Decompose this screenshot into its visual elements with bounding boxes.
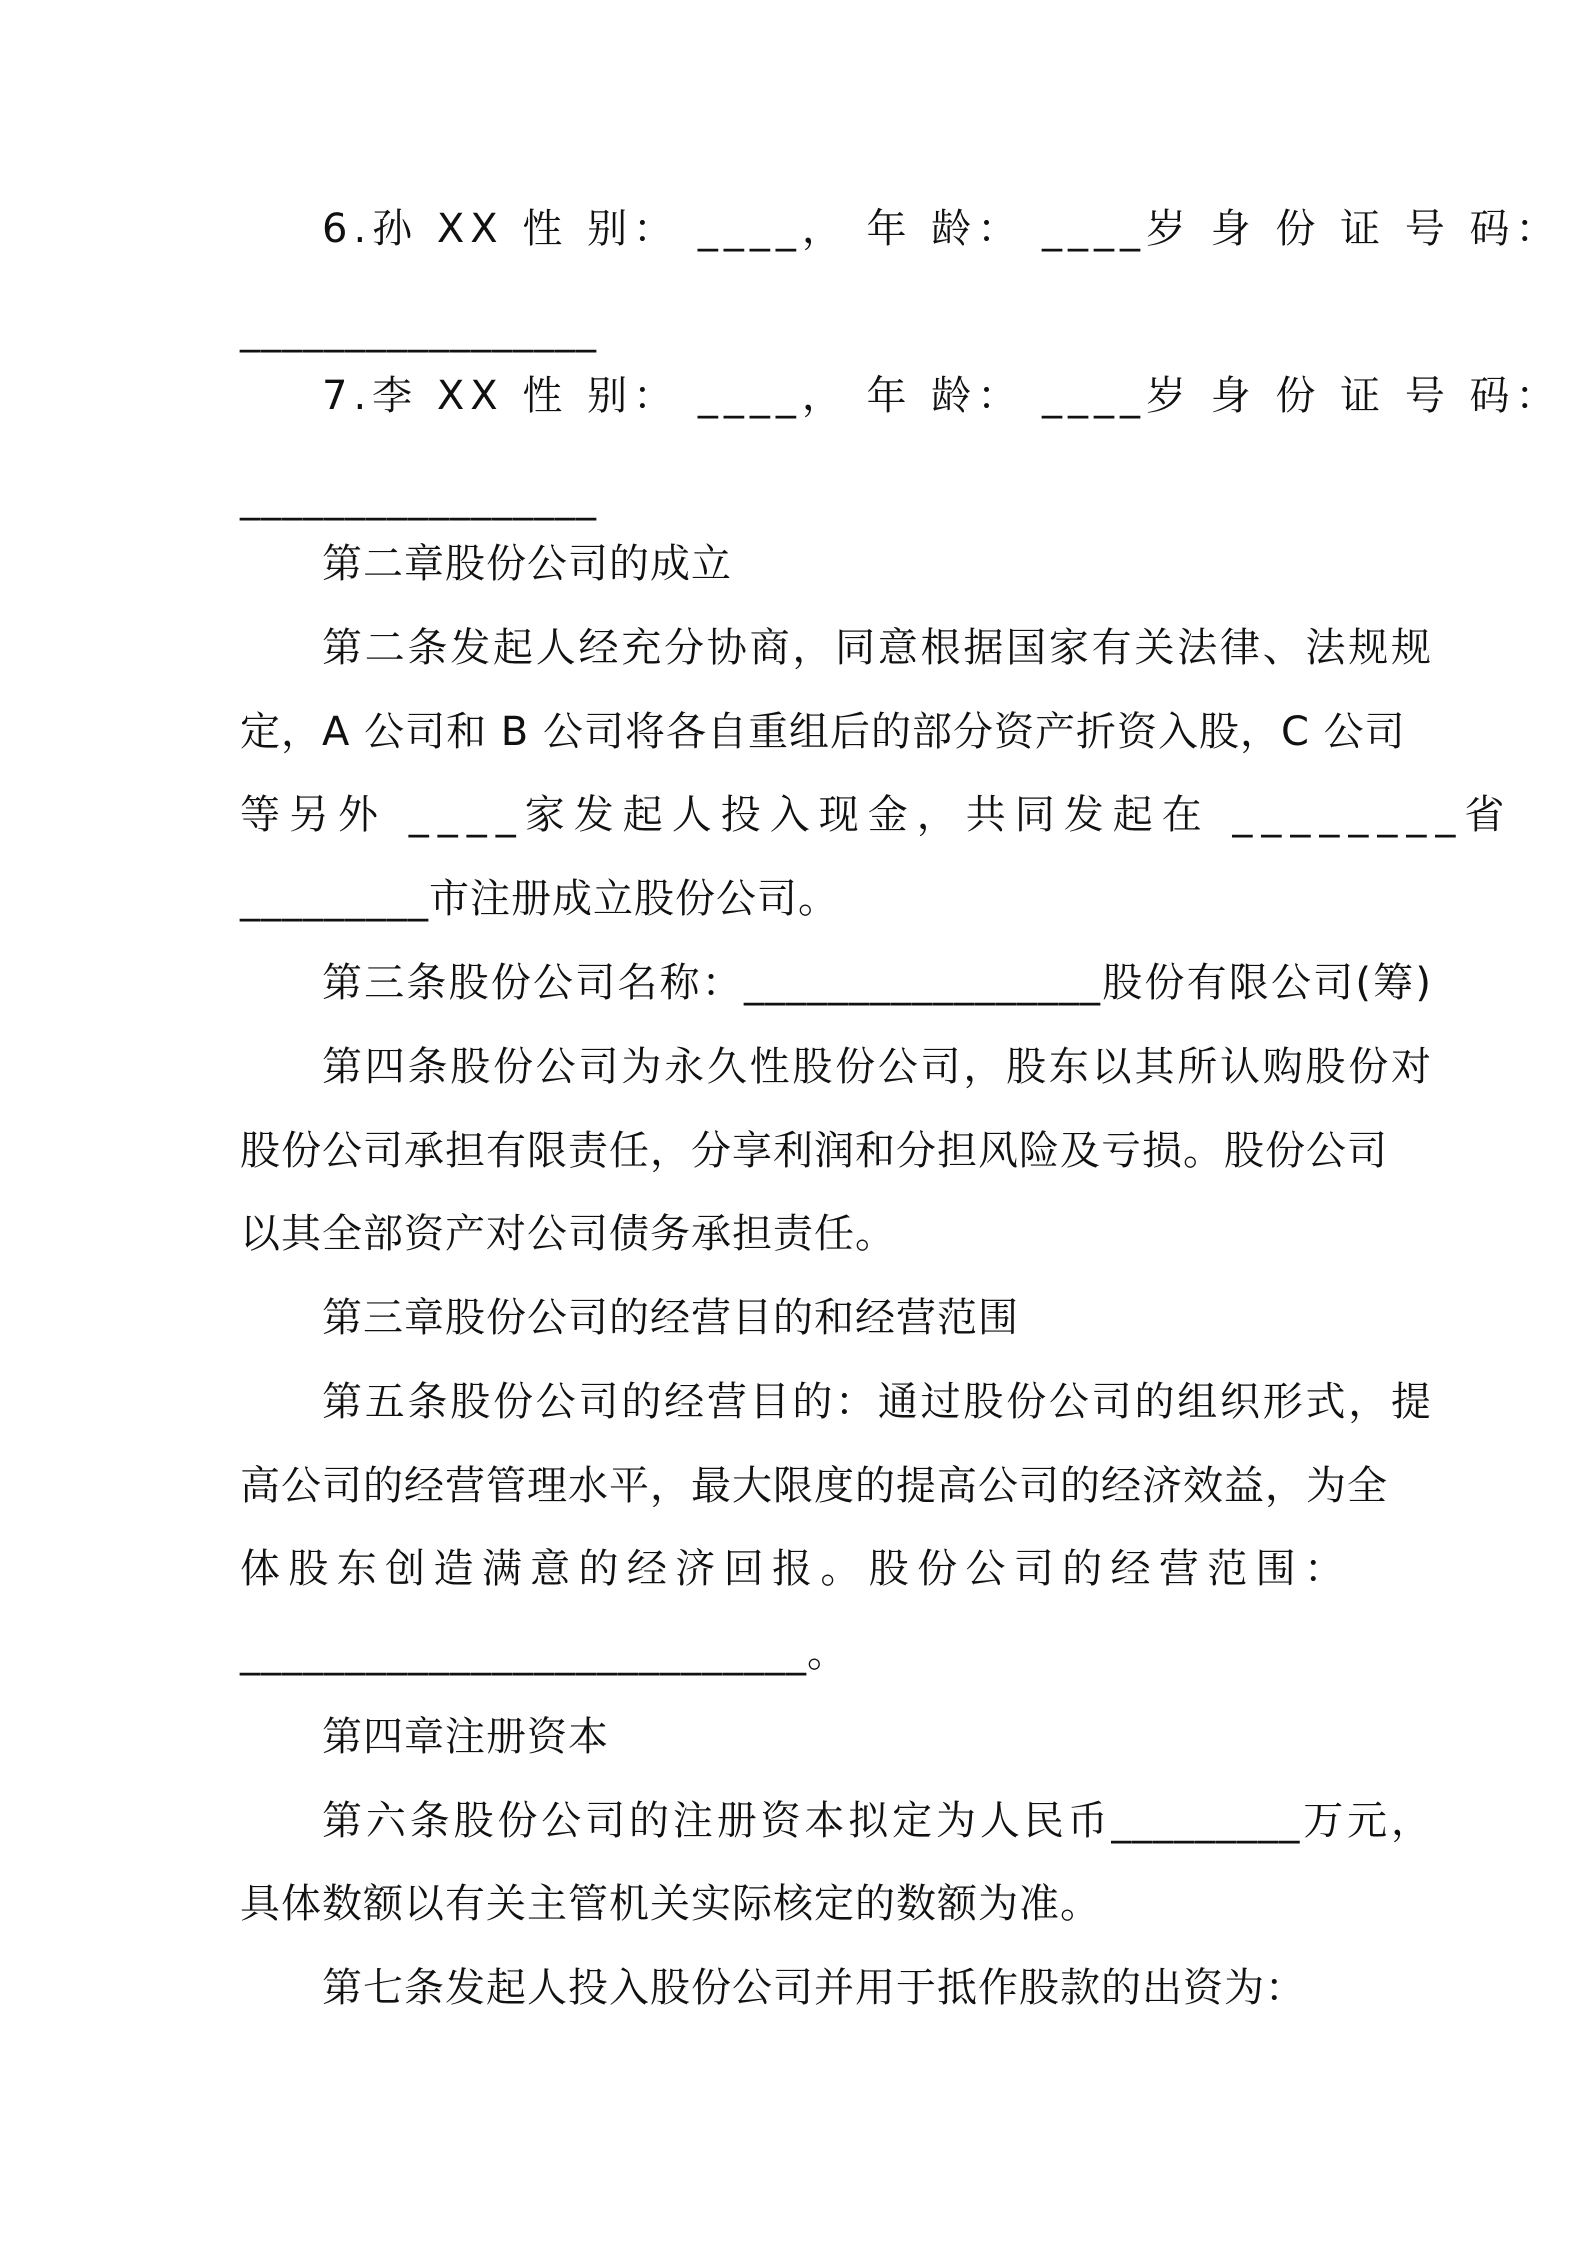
article-3-company-name: 第三条股份公司名称：_________________股份有限公司(筹)	[322, 960, 1432, 1006]
article-6-line-2: 具体数额以有关主管机关实际核定的数额为准。	[240, 1881, 1101, 1927]
business-scope-blank: ___________________________。	[240, 1630, 848, 1676]
id-number-blank-6: _________________	[240, 307, 597, 353]
article-7-line-1: 第七条发起人投入股份公司并用于抵作股款的出资为：	[322, 1965, 1306, 2011]
shareholder-6-line: 6.孙 XX 性 别： ____， 年 龄： ____岁 身 份 证 号 码：	[322, 206, 1562, 252]
chapter-4-heading: 第四章注册资本	[322, 1714, 609, 1760]
article-5-line-3: 体股东创造满意的经济回报。股份公司的经营范围：	[240, 1546, 1350, 1592]
article-4-line-3: 以其全部资产对公司债务承担责任。	[240, 1211, 896, 1257]
article-2-line-1: 第二条发起人经充分协商，同意根据国家有关法律、法规规	[322, 625, 1432, 671]
article-6-line-1: 第六条股份公司的注册资本拟定为人民币_________万元，	[322, 1798, 1432, 1844]
id-number-blank-7: _________________	[240, 475, 597, 521]
article-4-line-2: 股份公司承担有限责任，分享利润和分担风险及亏损。股份公司	[240, 1128, 1388, 1174]
article-2-line-2: 定，A 公司和 B 公司将各自重组后的部分资产折资入股，C 公司	[240, 709, 1406, 755]
shareholder-7-line: 7.李 XX 性 别： ____， 年 龄： ____岁 身 份 证 号 码：	[322, 373, 1562, 419]
chapter-2-heading: 第二章股份公司的成立	[322, 541, 732, 587]
article-2-line-3: 等另外 ____家发起人投入现金，共同发起在 ________省	[240, 792, 1514, 838]
chapter-3-heading: 第三章股份公司的经营目的和经营范围	[322, 1295, 1019, 1341]
article-4-line-1: 第四条股份公司为永久性股份公司，股东以其所认购股份对	[322, 1044, 1432, 1090]
article-5-line-2: 高公司的经营管理水平，最大限度的提高公司的经济效益，为全	[240, 1463, 1388, 1509]
article-5-line-1: 第五条股份公司的经营目的：通过股份公司的组织形式，提	[322, 1379, 1432, 1425]
article-2-line-4: _________市注册成立股份公司。	[240, 876, 839, 922]
